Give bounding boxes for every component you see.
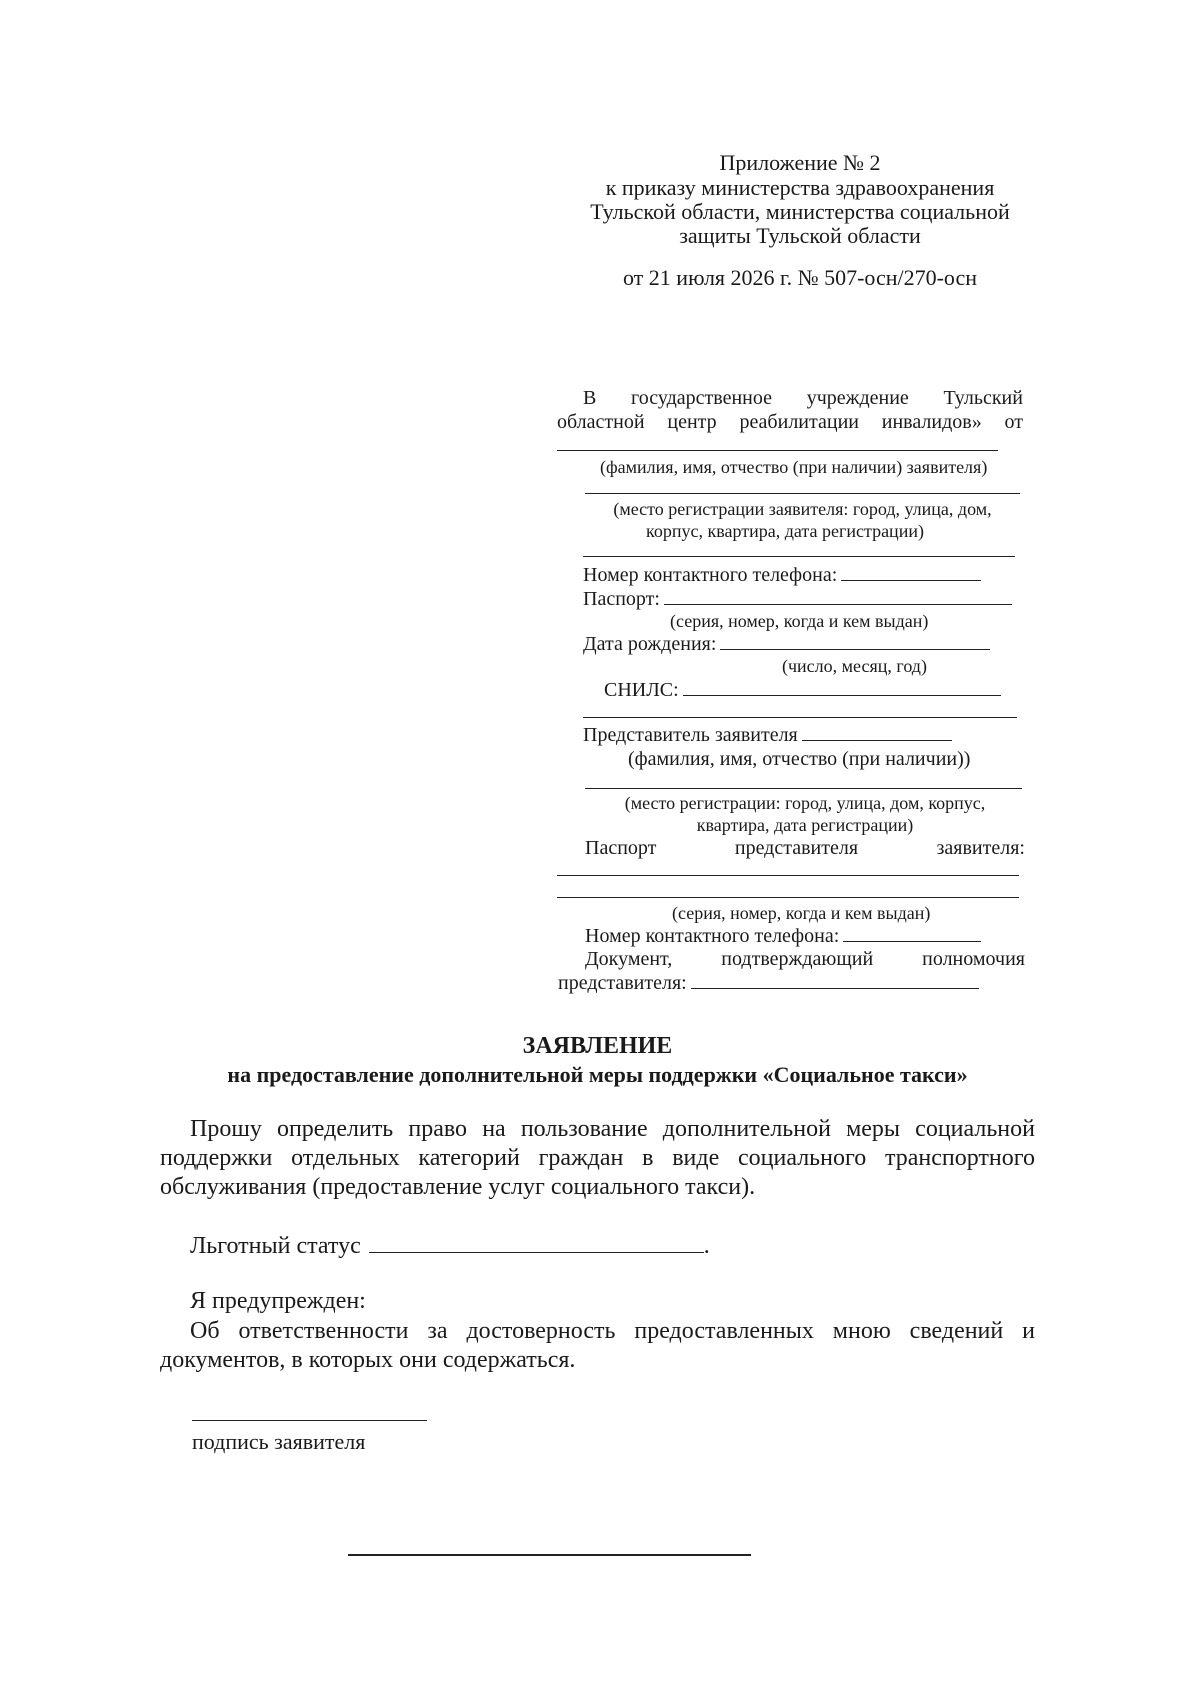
authority-doc-word: Документ, (585, 948, 673, 970)
document-subtitle: на предоставление дополнительной меры поддержки «Социальное такси» (227, 1062, 968, 1087)
signature-line[interactable] (192, 1420, 427, 1421)
hint-representative-fio: (фамилия, имя, отчество (при наличии)) (628, 748, 971, 770)
addressee-line-2 (557, 411, 1023, 434)
authority-doc-row (585, 948, 1025, 971)
addressee-word: Тульский (943, 387, 1023, 409)
passport-field[interactable] (664, 603, 1012, 605)
benefit-status-field[interactable] (369, 1251, 704, 1253)
authority-doc-word: полномочия (922, 948, 1025, 970)
phone-field[interactable] (841, 579, 981, 581)
authority-doc-label: представителя: (558, 972, 687, 994)
request-line-2 (160, 1145, 1035, 1172)
applicant-fio-line[interactable] (557, 450, 998, 451)
request-line-3: обслуживания (предоставление услуг социального такси). (160, 1174, 756, 1200)
benefit-status-row (190, 1233, 710, 1260)
order-reference: от 21 июля 2026 г. № 507-осн/270-осн (622, 265, 978, 290)
responsibility-line-2: документов, в которых они содержаться. (160, 1347, 576, 1373)
phone-label: Номер контактного телефона: (583, 564, 838, 586)
hint-registration-2: корпус, квартира, дата регистрации) (646, 521, 924, 541)
signature-label: подпись заявителя (192, 1429, 366, 1454)
hint-passport: (серия, номер, когда и кем выдан) (670, 611, 929, 631)
authority-doc-word: подтверждающий (721, 948, 874, 970)
snils-label: СНИЛС: (604, 679, 679, 701)
birth-date-field[interactable] (720, 648, 990, 650)
annex-line-2: к приказу министерства здравоохранения (605, 175, 995, 200)
document-title: ЗАЯВЛЕНИЕ (522, 1033, 673, 1059)
rep-passport-row (585, 837, 1025, 860)
addressee-word: государственное (631, 387, 773, 409)
snils-row (604, 679, 1001, 702)
snils-continuation-line[interactable] (583, 717, 1017, 718)
hint-registration-1: (место регистрации заявителя: город, улица, дом, (613, 499, 992, 519)
rep-phone-field[interactable] (843, 940, 981, 942)
warned-label: Я предупрежден: (190, 1288, 366, 1314)
phone-row (583, 564, 981, 587)
annex-title: Приложение № 2 (719, 150, 881, 175)
passport-label: Паспорт: (583, 588, 660, 610)
addressee-word: от (1004, 411, 1023, 433)
rep-passport-line-1[interactable] (557, 875, 1019, 876)
rep-passport-word: заявителя: (936, 837, 1025, 859)
addressee-word: реабилитации (739, 411, 859, 433)
rep-passport-line-2[interactable] (557, 897, 1019, 898)
snils-field[interactable] (683, 694, 1001, 696)
authority-doc-field[interactable] (691, 987, 979, 989)
benefit-status-end: . (703, 1233, 710, 1259)
closing-divider (348, 1554, 751, 1556)
addressee-word: учреждение (806, 387, 909, 409)
addressee-word: инвалидов» (881, 411, 982, 433)
addressee-word: областной (557, 411, 645, 433)
rep-passport-word: Паспорт (585, 837, 657, 859)
applicant-registration-line[interactable] (585, 493, 1020, 494)
birth-row (583, 633, 990, 656)
representative-label: Представитель заявителя (583, 724, 798, 746)
representative-registration-line[interactable] (585, 788, 1022, 789)
passport-row (583, 588, 1012, 611)
representative-row (583, 724, 952, 747)
request-text-1: Прошу определить право на пользование дополнительной меры социальной (190, 1116, 1035, 1142)
representative-field[interactable] (802, 739, 952, 741)
hint-birth: (число, месяц, год) (782, 656, 927, 676)
rep-phone-label: Номер контактного телефона: (585, 925, 840, 947)
applicant-registration-line-2[interactable] (583, 556, 1015, 557)
annex-line-3: Тульской области, министерства социальной (590, 199, 1010, 224)
responsibility-line-1 (190, 1318, 1035, 1345)
request-text-2: поддержки отдельных категорий граждан в виде социального транспортного (160, 1145, 1035, 1171)
addressee-word: центр (667, 411, 717, 433)
addressee-line-1 (583, 387, 1023, 410)
request-line-1 (190, 1116, 1035, 1143)
addressee-word: В (583, 387, 597, 409)
annex-line-4: защиты Тульской области (679, 223, 921, 248)
birth-label: Дата рождения: (583, 633, 717, 655)
authority-doc-row-2 (558, 972, 979, 995)
rep-passport-word: представителя (734, 837, 859, 859)
responsibility-text-1: Об ответственности за достоверность предоставленных мною сведений и (190, 1318, 1035, 1344)
benefit-status-label: Льготный статус (190, 1233, 361, 1259)
hint-rep-passport: (серия, номер, когда и кем выдан) (672, 903, 931, 923)
hint-rep-registration-2: квартира, дата регистрации) (696, 815, 914, 835)
hint-rep-registration-1: (место регистрации: город, улица, дом, корпус, (624, 793, 986, 813)
hint-applicant-fio: (фамилия, имя, отчество (при наличии) заявителя) (600, 457, 988, 477)
rep-phone-row (585, 925, 981, 948)
